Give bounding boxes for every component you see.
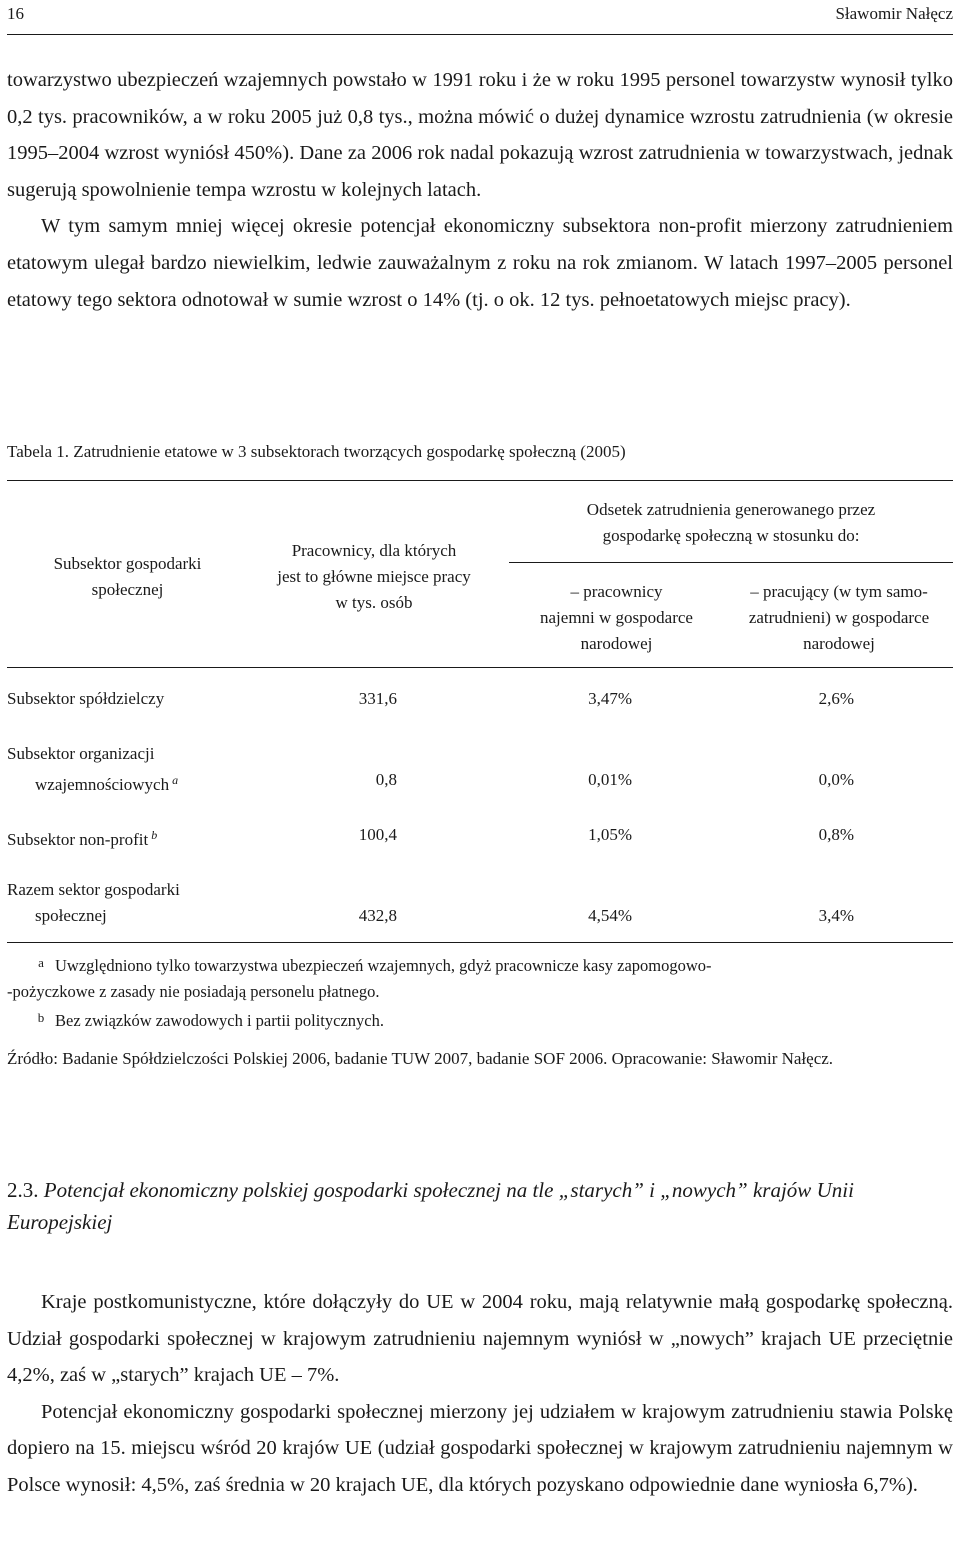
table-row-label: Subsektor spółdzielczy [7, 689, 165, 708]
section-text [7, 1284, 953, 1504]
intro-text [7, 62, 953, 318]
column-group-header [509, 497, 953, 549]
header-line: narodowej [580, 634, 653, 653]
footnote-text: Uwzględniono tylko towarzystwa ubezpieczeń wzajemnych, gdyż pracownicze kasy zapomogowo- [55, 956, 712, 975]
table-group-rule [509, 562, 953, 563]
body-paragraph: W tym samym mniej więcej okresie potencjał ekonomiczny subsektora non-profit mierzony zatrudnieniem etatowym ulegał bardzo niewielkim, ledwie zauważalnym z roku na rok zmianom. W latach 1997–2005 personel etatowy tego sektora odnotował w sumie wzrost o 14% (tj. o ok. 12 tys. pełnoetatowych miejsc pracy). [7, 215, 953, 311]
table-caption: Tabela 1. Zatrudnienie etatowe w 3 subsektorach tworzących gospodarkę społeczną (2005) [7, 442, 626, 461]
table-row-label-cont [35, 767, 178, 798]
footnote-a [7, 950, 953, 979]
footnote-mark: a [38, 955, 44, 970]
footnote-a-cont: -pożyczkowe z zasady nie posiadają personelu płatnego. [7, 982, 380, 1001]
table-cell-workers: 331,6 [358, 689, 397, 708]
table-cell-pct-working: 0,0% [818, 770, 854, 789]
table-cell-workers: 432,8 [358, 906, 397, 925]
document-page [7, 0, 953, 1541]
row-label-text: wzajemnościowych [35, 775, 170, 794]
header-line: Odsetek zatrudnienia generowanego przez [586, 500, 876, 519]
header-line: narodowej [803, 634, 875, 653]
table-header-rule [7, 667, 953, 668]
table-row-label [7, 822, 157, 853]
running-head-author: Sławomir Nałęcz [835, 4, 953, 23]
footnote-text: Bez związków zawodowych i partii politycznych. [55, 1011, 384, 1030]
header-line: społecznej [91, 580, 164, 599]
table-top-rule [7, 480, 953, 481]
table-cell-workers: 100,4 [358, 825, 397, 844]
section-heading [7, 1174, 953, 1238]
column-header-pct-working [723, 579, 955, 657]
table-row-label-cont: społecznej [35, 906, 107, 925]
header-line: Subsektor gospodarki [53, 554, 202, 573]
table-cell-pct-employees: 0,01% [588, 770, 632, 789]
table-cell-workers: 0,8 [375, 770, 397, 789]
section-number: 2.3. [7, 1178, 39, 1202]
table-cell-pct-employees: 4,54% [588, 906, 632, 925]
header-line: w tys. osób [335, 593, 413, 612]
header-line: zatrudnieni) w gospodarce [748, 608, 930, 627]
body-paragraph: Potencjał ekonomiczny gospodarki społecznej mierzony jej udziałem w krajowym zatrudnieniu stawia Polskę dopiero na 15. miejscu wśród 20 krajów UE (udział gospodarki społecznej w krajowym zatrudnieniu najemnym w Polsce wynosił: 4,5%, zaś średnia w 20 krajach UE, dla których pozyskano odpowiednie dane wyniosła 6,7%). [7, 1400, 953, 1496]
header-line: Pracownicy, dla których [291, 541, 457, 560]
table-row-label: Razem sektor gospodarki [7, 880, 180, 899]
header-line: – pracujący (w tym samo- [750, 582, 928, 601]
footnote-mark: b [37, 1010, 45, 1025]
section-title: Potencjał ekonomiczny polskiej gospodarki społecznej na tle „starych” i „nowych” krajów Unii Europejskiej [7, 1178, 854, 1234]
table-cell-pct-working: 3,4% [818, 906, 854, 925]
header-line: jest to główne miejsce pracy [277, 567, 471, 586]
table-cell-pct-employees: 3,47% [588, 689, 632, 708]
footnote-ref: a [172, 773, 179, 787]
footnote-b [7, 1005, 953, 1034]
row-label-text: Subsektor non-profit [7, 830, 149, 849]
column-header-subsector [25, 551, 230, 603]
header-line: gospodarkę społeczną w stosunku do: [602, 526, 860, 545]
body-paragraph: towarzystwo ubezpieczeń wzajemnych powstało w 1991 roku i że w roku 1995 personel towarzystw wynosił tylko 0,2 tys. pracowników, a w roku 2005 już 0,8 tys., można mówić o dużej dynamice wzrostu zatrudnienia (w okresie 1995–2004 wzrost wyniósł 450%). Dane za 2006 rok nadal pokazują wzrost zatrudnienia w towarzystwach, jednak sugerują spowolnienie tempa wzrostu w kolejnych latach. [7, 69, 953, 201]
column-header-workers [244, 538, 504, 616]
table-source: Źródło: Badanie Spółdzielczości Polskiej 2006, badanie TUW 2007, badanie SOF 2006. Opracowanie: Sławomir Nałęcz. [7, 1049, 834, 1068]
table-cell-pct-employees: 1,05% [588, 825, 632, 844]
header-line: najemni w gospodarce [540, 608, 693, 627]
table-footnotes [7, 950, 953, 1034]
column-header-pct-employees [509, 579, 724, 657]
running-head [7, 4, 953, 26]
table-bottom-rule [7, 942, 953, 943]
footnote-ref: b [151, 828, 158, 842]
body-paragraph: Kraje postkomunistyczne, które dołączyły do UE w 2004 roku, mają relatywnie małą gospodarkę społeczną. Udział gospodarki społecznej w krajowym zatrudnieniu najemnym wyniósł w „nowych” krajach UE przeciętnie 4,2%, zaś w „starych” krajach UE – 7%. [7, 1291, 953, 1387]
header-line: – pracownicy [570, 582, 663, 601]
table-cell-pct-working: 2,6% [818, 689, 854, 708]
table-row-label: Subsektor organizacji [7, 744, 155, 763]
page-number: 16 [7, 4, 24, 23]
header-rule [7, 34, 953, 35]
table-cell-pct-working: 0,8% [818, 825, 854, 844]
